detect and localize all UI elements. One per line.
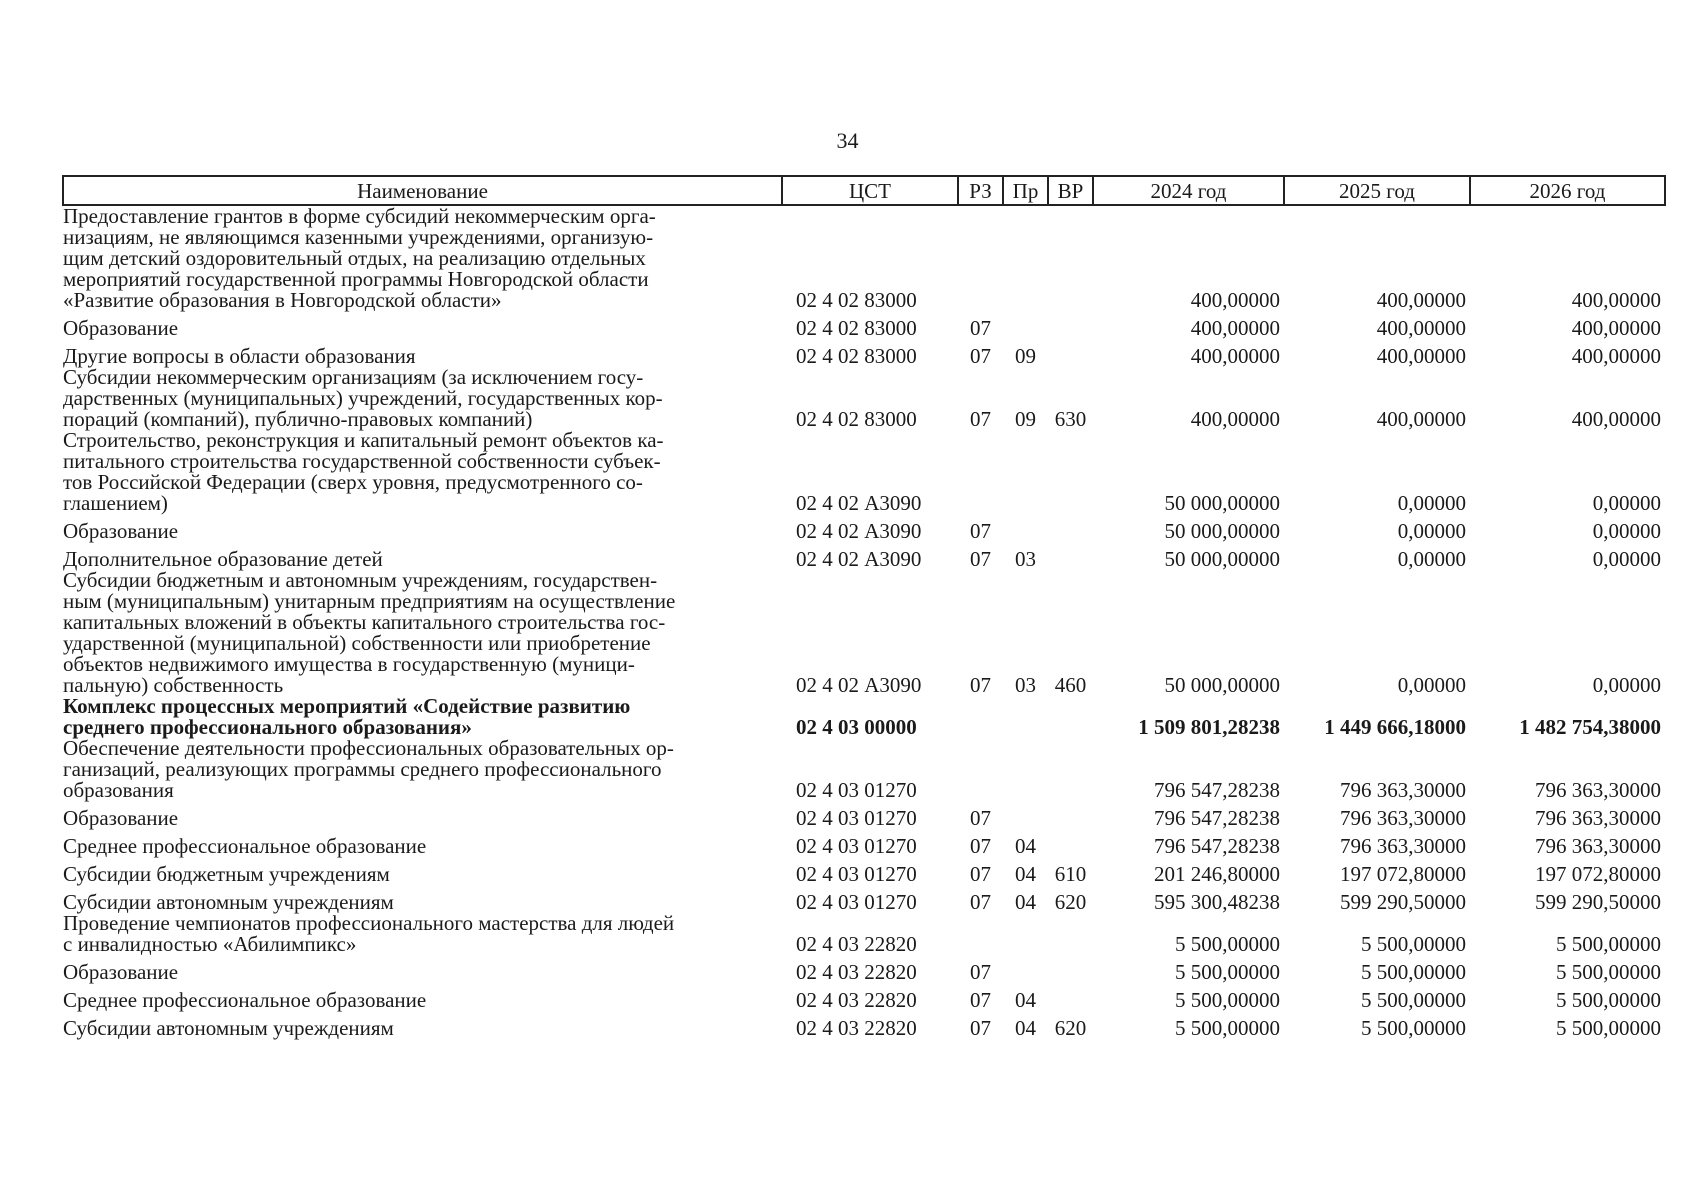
row-2025: 796 363,30000 — [1340, 806, 1466, 830]
row-name — [63, 885, 782, 913]
row-rz — [958, 205, 1003, 311]
row-name-line: Обеспечение деятельности профессиональных образовательных ор- — [63, 736, 674, 760]
header-cst: ЦСТ — [782, 176, 958, 205]
table-header — [63, 176, 1665, 205]
row-2025: 0,00000 — [1397, 491, 1466, 515]
table-row — [63, 1011, 1665, 1039]
row-2025: 1 449 666,18000 — [1324, 715, 1466, 739]
table-body — [63, 205, 1665, 1039]
table-row — [63, 430, 1665, 514]
row-vr — [1048, 801, 1093, 829]
row-name-line: Предоставление грантов в форме субсидий некоммерческим орга- — [63, 204, 656, 228]
row-pr — [1003, 801, 1048, 829]
row-name-line: образования — [63, 778, 174, 802]
row-2025: 5 500,00000 — [1361, 1016, 1466, 1040]
row-rz: 07 — [970, 862, 991, 886]
row-vr: 460 — [1054, 673, 1087, 697]
row-2026: 400,00000 — [1571, 344, 1661, 368]
row-rz: 07 — [970, 407, 991, 431]
row-rz: 07 — [970, 316, 991, 340]
row-name-line: Образование — [63, 960, 179, 984]
row-vr — [1048, 514, 1093, 542]
row-2025: 796 363,30000 — [1340, 778, 1466, 802]
row-2024: 50 000,00000 — [1164, 519, 1280, 543]
table-row — [63, 339, 1665, 367]
table-row — [63, 696, 1665, 738]
row-2025: 400,00000 — [1376, 407, 1466, 431]
row-pr: 04 — [1015, 834, 1036, 858]
row-cst: 02 4 03 01270 — [796, 778, 917, 802]
row-2026: 5 500,00000 — [1556, 988, 1661, 1012]
row-pr — [1003, 738, 1048, 801]
row-name-line: Субсидии бюджетным учреждениям — [63, 862, 390, 886]
row-cst: 02 4 02 83000 — [796, 316, 917, 340]
header-2026: 2026 год — [1470, 176, 1665, 205]
row-rz: 07 — [970, 519, 991, 543]
row-2024: 50 000,00000 — [1164, 491, 1280, 515]
row-vr: 630 — [1054, 407, 1087, 431]
row-2024: 400,00000 — [1190, 407, 1280, 431]
row-name-line: Дополнительное образование детей — [63, 547, 383, 571]
row-name — [63, 570, 782, 696]
row-2026: 400,00000 — [1571, 407, 1661, 431]
row-2024: 796 547,28238 — [1154, 778, 1280, 802]
row-2024: 595 300,48238 — [1154, 890, 1280, 914]
budget-table — [62, 175, 1666, 1039]
row-rz: 07 — [970, 960, 991, 984]
row-rz: 07 — [970, 344, 991, 368]
row-cst: 02 4 03 01270 — [796, 834, 917, 858]
table-row — [63, 983, 1665, 1011]
row-2024: 5 500,00000 — [1175, 988, 1280, 1012]
row-name-line: тов Российской Федерации (сверх уровня, предусмотренного со- — [63, 470, 643, 494]
table-row — [63, 367, 1665, 430]
row-2026: 796 363,30000 — [1535, 806, 1661, 830]
row-cst: 02 4 02 83000 — [796, 344, 917, 368]
row-vr — [1048, 339, 1093, 367]
row-name-line: Проведение чемпионатов профессионального мастерства для людей — [63, 911, 675, 935]
row-2026: 796 363,30000 — [1535, 834, 1661, 858]
row-2024: 796 547,28238 — [1154, 806, 1280, 830]
row-name-line: объектов недвижимого имущества в государственную (муници- — [63, 652, 635, 676]
row-pr — [1003, 205, 1048, 311]
header-2025: 2025 год — [1284, 176, 1470, 205]
row-name-line: дарственных (муниципальных) учреждений, государственных кор- — [63, 386, 663, 410]
row-pr — [1003, 311, 1048, 339]
row-rz: 07 — [970, 673, 991, 697]
table-row — [63, 570, 1665, 696]
row-2025: 197 072,80000 — [1340, 862, 1466, 886]
row-name-line: мероприятий государственной программы Новгородской области — [63, 267, 649, 291]
row-2024: 1 509 801,28238 — [1138, 715, 1280, 739]
table-row — [63, 311, 1665, 339]
row-2026: 0,00000 — [1592, 519, 1661, 543]
row-vr: 620 — [1054, 890, 1087, 914]
row-pr — [1003, 514, 1048, 542]
table-row — [63, 542, 1665, 570]
row-cst: 02 4 02 А3090 — [796, 673, 922, 697]
table-row — [63, 885, 1665, 913]
row-name-line: Субсидии некоммерческим организациям (за исключением госу- — [63, 365, 644, 389]
row-name — [63, 696, 782, 738]
row-2026: 400,00000 — [1571, 316, 1661, 340]
row-2026: 400,00000 — [1571, 288, 1661, 312]
row-vr — [1048, 696, 1093, 738]
row-name — [63, 542, 782, 570]
row-2026: 5 500,00000 — [1556, 1016, 1661, 1040]
table-row — [63, 738, 1665, 801]
row-name — [63, 738, 782, 801]
header-vr: ВР — [1048, 176, 1093, 205]
row-name-line: Другие вопросы в области образования — [63, 344, 416, 368]
row-2026: 0,00000 — [1592, 491, 1661, 515]
row-name-line: Субсидии автономным учреждениям — [63, 890, 394, 914]
row-rz: 07 — [970, 890, 991, 914]
row-cst: 02 4 02 83000 — [796, 407, 917, 431]
header-rz: РЗ — [958, 176, 1003, 205]
row-name — [63, 857, 782, 885]
row-name-line: щим детский оздоровительный отдых, на реализацию отдельных — [63, 246, 646, 270]
row-2024: 201 246,80000 — [1154, 862, 1280, 886]
row-pr: 04 — [1015, 890, 1036, 914]
row-cst: 02 4 03 22820 — [796, 1016, 917, 1040]
row-pr — [1003, 430, 1048, 514]
row-pr: 09 — [1015, 344, 1036, 368]
row-name-line: Среднее профессиональное образование — [63, 988, 427, 1012]
row-2024: 5 500,00000 — [1175, 1016, 1280, 1040]
row-2025: 0,00000 — [1397, 547, 1466, 571]
row-vr — [1048, 430, 1093, 514]
row-2024: 400,00000 — [1190, 316, 1280, 340]
row-name-line: ганизаций, реализующих программы среднего профессионального — [63, 757, 662, 781]
row-name-line: Образование — [63, 316, 179, 340]
row-pr: 03 — [1015, 673, 1036, 697]
table-row — [63, 913, 1665, 955]
table-row — [63, 829, 1665, 857]
row-2025: 5 500,00000 — [1361, 988, 1466, 1012]
row-cst: 02 4 02 83000 — [796, 288, 917, 312]
row-rz: 07 — [970, 1016, 991, 1040]
row-2025: 0,00000 — [1397, 519, 1466, 543]
row-vr — [1048, 542, 1093, 570]
row-rz: 07 — [970, 806, 991, 830]
row-name-line: Субсидии автономным учреждениям — [63, 1016, 394, 1040]
row-vr — [1048, 738, 1093, 801]
row-2024: 50 000,00000 — [1164, 547, 1280, 571]
row-name — [63, 955, 782, 983]
row-2026: 5 500,00000 — [1556, 932, 1661, 956]
row-cst: 02 4 03 00000 — [796, 715, 917, 739]
row-rz — [958, 696, 1003, 738]
row-pr: 03 — [1015, 547, 1036, 571]
row-2025: 0,00000 — [1397, 673, 1466, 697]
row-pr: 09 — [1015, 407, 1036, 431]
row-name-line: низациям, не являющимся казенными учреждениями, организую- — [63, 225, 654, 249]
row-vr — [1048, 913, 1093, 955]
row-name-line: глашением) — [63, 491, 168, 515]
row-2026: 5 500,00000 — [1556, 960, 1661, 984]
row-name — [63, 801, 782, 829]
row-2024: 5 500,00000 — [1175, 960, 1280, 984]
header-row — [63, 176, 1665, 205]
row-name — [63, 339, 782, 367]
row-name — [63, 205, 782, 311]
row-name-line: питального строительства государственной собственности субъек- — [63, 449, 661, 473]
row-rz — [958, 913, 1003, 955]
row-pr — [1003, 955, 1048, 983]
row-name-line: Среднее профессиональное образование — [63, 834, 427, 858]
table-row — [63, 955, 1665, 983]
row-2026: 599 290,50000 — [1535, 890, 1661, 914]
row-cst: 02 4 03 22820 — [796, 932, 917, 956]
row-name-line: Комплекс процессных мероприятий «Содействие развитию — [63, 694, 631, 718]
row-2025: 5 500,00000 — [1361, 932, 1466, 956]
row-name-line: пораций (компаний), публично-правовых компаний) — [63, 407, 533, 431]
row-name — [63, 1011, 782, 1039]
row-2025: 796 363,30000 — [1340, 834, 1466, 858]
row-2026: 1 482 754,38000 — [1519, 715, 1661, 739]
row-2024: 400,00000 — [1190, 288, 1280, 312]
row-name-line: Субсидии бюджетным и автономным учреждениям, государствен- — [63, 568, 658, 592]
row-vr — [1048, 955, 1093, 983]
row-name-line: с инвалидностью «Абилимпикс» — [63, 932, 357, 956]
row-2024: 5 500,00000 — [1175, 932, 1280, 956]
row-pr: 04 — [1015, 988, 1036, 1012]
row-name — [63, 913, 782, 955]
row-vr: 610 — [1054, 862, 1087, 886]
row-cst: 02 4 02 А3090 — [796, 519, 922, 543]
row-cst: 02 4 03 01270 — [796, 862, 917, 886]
row-cst: 02 4 03 01270 — [796, 890, 917, 914]
row-name — [63, 829, 782, 857]
row-name — [63, 430, 782, 514]
row-name-line: ударственной (муниципальной) собственности или приобретение — [63, 631, 651, 655]
row-2025: 599 290,50000 — [1340, 890, 1466, 914]
row-rz: 07 — [970, 988, 991, 1012]
table-row — [63, 857, 1665, 885]
row-2024: 50 000,00000 — [1164, 673, 1280, 697]
row-pr: 04 — [1015, 1016, 1036, 1040]
row-vr — [1048, 205, 1093, 311]
row-name-line: ным (муниципальным) унитарным предприятиям на осуществление — [63, 589, 676, 613]
header-pr: Пр — [1003, 176, 1048, 205]
row-name-line: Строительство, реконструкция и капитальный ремонт объектов ка- — [63, 428, 664, 452]
row-2025: 400,00000 — [1376, 288, 1466, 312]
row-cst: 02 4 03 22820 — [796, 988, 917, 1012]
row-pr — [1003, 696, 1048, 738]
table-row — [63, 801, 1665, 829]
row-name — [63, 983, 782, 1011]
row-vr — [1048, 983, 1093, 1011]
row-2025: 400,00000 — [1376, 344, 1466, 368]
row-name-line: Образование — [63, 519, 179, 543]
row-name — [63, 311, 782, 339]
row-2026: 0,00000 — [1592, 673, 1661, 697]
row-2024: 400,00000 — [1190, 344, 1280, 368]
row-2025: 400,00000 — [1376, 316, 1466, 340]
row-vr — [1048, 829, 1093, 857]
row-2024: 796 547,28238 — [1154, 834, 1280, 858]
row-2026: 197 072,80000 — [1535, 862, 1661, 886]
row-vr — [1048, 311, 1093, 339]
row-name-line: «Развитие образования в Новгородской области» — [63, 288, 502, 312]
row-2026: 796 363,30000 — [1535, 778, 1661, 802]
table-row — [63, 514, 1665, 542]
row-2026: 0,00000 — [1592, 547, 1661, 571]
row-name — [63, 367, 782, 430]
header-name: Наименование — [63, 176, 782, 205]
header-2024: 2024 год — [1093, 176, 1284, 205]
row-name-line: Образование — [63, 806, 179, 830]
row-rz: 07 — [970, 547, 991, 571]
row-pr — [1003, 913, 1048, 955]
row-name-line: среднего профессионального образования» — [63, 715, 472, 739]
row-2025: 5 500,00000 — [1361, 960, 1466, 984]
row-rz — [958, 738, 1003, 801]
row-cst: 02 4 02 А3090 — [796, 547, 922, 571]
row-name-line: пальную) собственность — [63, 673, 284, 697]
row-cst: 02 4 03 22820 — [796, 960, 917, 984]
row-rz — [958, 430, 1003, 514]
row-name — [63, 514, 782, 542]
row-cst: 02 4 02 А3090 — [796, 491, 922, 515]
row-vr: 620 — [1054, 1016, 1087, 1040]
row-pr: 04 — [1015, 862, 1036, 886]
table-row — [63, 205, 1665, 311]
row-name-line: капитальных вложений в объекты капитального строительства гос- — [63, 610, 666, 634]
row-rz: 07 — [970, 834, 991, 858]
page-number: 34 — [836, 128, 859, 153]
row-cst: 02 4 03 01270 — [796, 806, 917, 830]
